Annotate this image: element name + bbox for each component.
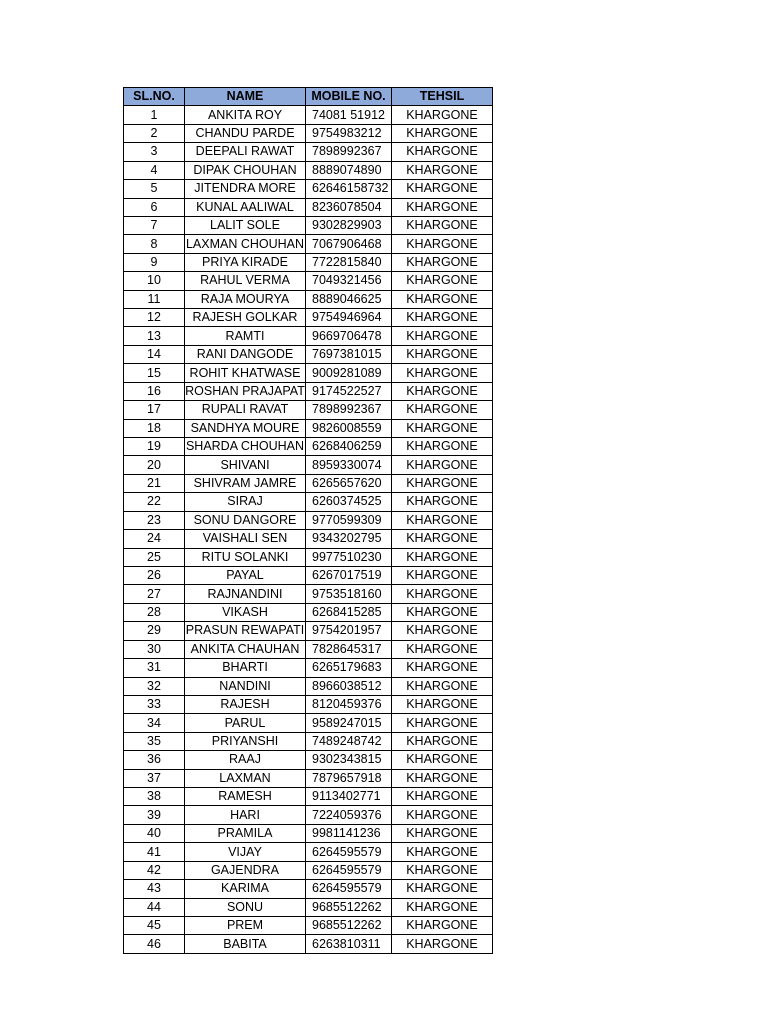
- table-row: [124, 677, 493, 695]
- cell-name: RAJA MOURYA: [185, 290, 306, 308]
- table-row: [124, 861, 493, 879]
- cell-tehsil: KHARGONE: [392, 548, 493, 566]
- table-row: [124, 585, 493, 603]
- cell-mobile-no: 7879657918: [306, 769, 392, 787]
- cell-name: PRIYANSHI: [185, 732, 306, 750]
- cell-mobile-no: 74081 51912: [306, 106, 392, 124]
- table-row: [124, 659, 493, 677]
- table-row: [124, 916, 493, 934]
- cell-name: RAAJ: [185, 751, 306, 769]
- cell-mobile-no: 9981141236: [306, 824, 392, 842]
- cell-mobile-no: 9302343815: [306, 751, 392, 769]
- cell-name: RUPALI RAVAT: [185, 401, 306, 419]
- cell-tehsil: KHARGONE: [392, 714, 493, 732]
- cell-sl-no: 1: [124, 106, 185, 124]
- cell-mobile-no: 9589247015: [306, 714, 392, 732]
- cell-sl-no: 38: [124, 788, 185, 806]
- cell-name: SHIVANI: [185, 456, 306, 474]
- cell-tehsil: KHARGONE: [392, 880, 493, 898]
- cell-tehsil: KHARGONE: [392, 106, 493, 124]
- table-row: [124, 566, 493, 584]
- cell-mobile-no: 7828645317: [306, 640, 392, 658]
- cell-sl-no: 45: [124, 916, 185, 934]
- cell-mobile-no: 6265179683: [306, 659, 392, 677]
- cell-sl-no: 28: [124, 603, 185, 621]
- cell-tehsil: KHARGONE: [392, 235, 493, 253]
- header-sl-no: SL.NO.: [124, 88, 185, 106]
- cell-tehsil: KHARGONE: [392, 419, 493, 437]
- cell-sl-no: 23: [124, 511, 185, 529]
- cell-mobile-no: 9685512262: [306, 916, 392, 934]
- cell-mobile-no: 7697381015: [306, 345, 392, 363]
- cell-name: ANKITA ROY: [185, 106, 306, 124]
- cell-name: SIRAJ: [185, 493, 306, 511]
- cell-sl-no: 12: [124, 309, 185, 327]
- cell-sl-no: 3: [124, 143, 185, 161]
- table-row: [124, 935, 493, 953]
- cell-mobile-no: 8236078504: [306, 198, 392, 216]
- cell-mobile-no: 7898992367: [306, 143, 392, 161]
- cell-name: ROSHAN PRAJAPAT: [185, 382, 306, 400]
- cell-sl-no: 33: [124, 695, 185, 713]
- table-row: [124, 180, 493, 198]
- cell-tehsil: KHARGONE: [392, 622, 493, 640]
- cell-tehsil: KHARGONE: [392, 585, 493, 603]
- cell-sl-no: 42: [124, 861, 185, 879]
- cell-mobile-no: 9770599309: [306, 511, 392, 529]
- cell-sl-no: 32: [124, 677, 185, 695]
- cell-tehsil: KHARGONE: [392, 732, 493, 750]
- cell-sl-no: 25: [124, 548, 185, 566]
- cell-name: PREM: [185, 916, 306, 934]
- cell-name: NANDINI: [185, 677, 306, 695]
- table-row: [124, 309, 493, 327]
- cell-tehsil: KHARGONE: [392, 382, 493, 400]
- cell-sl-no: 29: [124, 622, 185, 640]
- cell-name: ROHIT KHATWASE: [185, 364, 306, 382]
- cell-name: LAXMAN: [185, 769, 306, 787]
- cell-tehsil: KHARGONE: [392, 659, 493, 677]
- cell-sl-no: 30: [124, 640, 185, 658]
- cell-mobile-no: 6267017519: [306, 566, 392, 584]
- cell-mobile-no: 9753518160: [306, 585, 392, 603]
- cell-name: BABITA: [185, 935, 306, 953]
- table-row: [124, 788, 493, 806]
- table-row: [124, 290, 493, 308]
- table-row: [124, 364, 493, 382]
- table-header: [124, 88, 493, 106]
- cell-name: SONU: [185, 898, 306, 916]
- cell-mobile-no: 9754983212: [306, 124, 392, 142]
- cell-tehsil: KHARGONE: [392, 345, 493, 363]
- cell-mobile-no: 6268406259: [306, 438, 392, 456]
- table-row: [124, 898, 493, 916]
- table-row: [124, 216, 493, 234]
- cell-tehsil: KHARGONE: [392, 493, 493, 511]
- cell-sl-no: 14: [124, 345, 185, 363]
- cell-sl-no: 43: [124, 880, 185, 898]
- cell-sl-no: 21: [124, 474, 185, 492]
- table-row: [124, 880, 493, 898]
- table-row: [124, 106, 493, 124]
- cell-tehsil: KHARGONE: [392, 861, 493, 879]
- table-row: [124, 419, 493, 437]
- table-row: [124, 124, 493, 142]
- cell-tehsil: KHARGONE: [392, 401, 493, 419]
- cell-mobile-no: 6260374525: [306, 493, 392, 511]
- cell-name: KARIMA: [185, 880, 306, 898]
- cell-sl-no: 7: [124, 216, 185, 234]
- table-row: [124, 843, 493, 861]
- table-row: [124, 824, 493, 842]
- cell-sl-no: 46: [124, 935, 185, 953]
- table-row: [124, 806, 493, 824]
- header-mobile-no: MOBILE NO.: [306, 88, 392, 106]
- cell-mobile-no: 9685512262: [306, 898, 392, 916]
- cell-sl-no: 2: [124, 124, 185, 142]
- cell-tehsil: KHARGONE: [392, 364, 493, 382]
- cell-mobile-no: 6264595579: [306, 880, 392, 898]
- cell-tehsil: KHARGONE: [392, 124, 493, 142]
- cell-name: RAJESH: [185, 695, 306, 713]
- contact-table: [123, 87, 493, 954]
- cell-mobile-no: 9009281089: [306, 364, 392, 382]
- cell-name: RAMESH: [185, 788, 306, 806]
- table-row: [124, 603, 493, 621]
- cell-sl-no: 6: [124, 198, 185, 216]
- cell-tehsil: KHARGONE: [392, 216, 493, 234]
- cell-mobile-no: 9113402771: [306, 788, 392, 806]
- cell-name: RANI DANGODE: [185, 345, 306, 363]
- table-row: [124, 345, 493, 363]
- cell-sl-no: 19: [124, 438, 185, 456]
- cell-mobile-no: 6268415285: [306, 603, 392, 621]
- cell-name: PRIYA KIRADE: [185, 253, 306, 271]
- cell-tehsil: KHARGONE: [392, 769, 493, 787]
- header-name: NAME: [185, 88, 306, 106]
- cell-sl-no: 36: [124, 751, 185, 769]
- cell-mobile-no: 8120459376: [306, 695, 392, 713]
- cell-name: JITENDRA MORE: [185, 180, 306, 198]
- cell-mobile-no: 9302829903: [306, 216, 392, 234]
- cell-mobile-no: 9754201957: [306, 622, 392, 640]
- cell-tehsil: KHARGONE: [392, 677, 493, 695]
- table-body: [124, 106, 493, 953]
- table-row: [124, 548, 493, 566]
- cell-tehsil: KHARGONE: [392, 806, 493, 824]
- table-row: [124, 456, 493, 474]
- cell-tehsil: KHARGONE: [392, 898, 493, 916]
- cell-name: SANDHYA MOURE: [185, 419, 306, 437]
- cell-sl-no: 9: [124, 253, 185, 271]
- cell-mobile-no: 7067906468: [306, 235, 392, 253]
- cell-name: VAISHALI SEN: [185, 530, 306, 548]
- cell-name: LAXMAN CHOUHAN: [185, 235, 306, 253]
- table-row: [124, 161, 493, 179]
- cell-sl-no: 44: [124, 898, 185, 916]
- cell-tehsil: KHARGONE: [392, 438, 493, 456]
- cell-tehsil: KHARGONE: [392, 456, 493, 474]
- table-row: [124, 732, 493, 750]
- table-row: [124, 640, 493, 658]
- cell-mobile-no: 6264595579: [306, 843, 392, 861]
- cell-mobile-no: 8889074890: [306, 161, 392, 179]
- cell-sl-no: 20: [124, 456, 185, 474]
- cell-mobile-no: 8966038512: [306, 677, 392, 695]
- cell-tehsil: KHARGONE: [392, 788, 493, 806]
- cell-name: RITU SOLANKI: [185, 548, 306, 566]
- cell-name: PRASUN REWAPATI: [185, 622, 306, 640]
- cell-sl-no: 4: [124, 161, 185, 179]
- cell-mobile-no: 7722815840: [306, 253, 392, 271]
- cell-sl-no: 24: [124, 530, 185, 548]
- cell-tehsil: KHARGONE: [392, 309, 493, 327]
- cell-sl-no: 34: [124, 714, 185, 732]
- table-row: [124, 235, 493, 253]
- table-row: [124, 622, 493, 640]
- cell-tehsil: KHARGONE: [392, 327, 493, 345]
- cell-mobile-no: 9343202795: [306, 530, 392, 548]
- cell-name: RAJNANDINI: [185, 585, 306, 603]
- cell-mobile-no: 62646158732: [306, 180, 392, 198]
- cell-sl-no: 8: [124, 235, 185, 253]
- table-row: [124, 695, 493, 713]
- cell-name: PARUL: [185, 714, 306, 732]
- table-row: [124, 751, 493, 769]
- cell-name: DEEPALI RAWAT: [185, 143, 306, 161]
- cell-sl-no: 22: [124, 493, 185, 511]
- table-row: [124, 272, 493, 290]
- cell-tehsil: KHARGONE: [392, 935, 493, 953]
- cell-sl-no: 39: [124, 806, 185, 824]
- cell-sl-no: 37: [124, 769, 185, 787]
- cell-name: RAMTI: [185, 327, 306, 345]
- cell-name: VIKASH: [185, 603, 306, 621]
- cell-name: PRAMILA: [185, 824, 306, 842]
- cell-sl-no: 27: [124, 585, 185, 603]
- cell-name: RAHUL VERMA: [185, 272, 306, 290]
- cell-name: KUNAL AALIWAL: [185, 198, 306, 216]
- cell-name: ANKITA CHAUHAN: [185, 640, 306, 658]
- cell-tehsil: KHARGONE: [392, 253, 493, 271]
- cell-tehsil: KHARGONE: [392, 843, 493, 861]
- cell-sl-no: 11: [124, 290, 185, 308]
- cell-sl-no: 18: [124, 419, 185, 437]
- cell-mobile-no: 7049321456: [306, 272, 392, 290]
- table-row: [124, 401, 493, 419]
- cell-tehsil: KHARGONE: [392, 511, 493, 529]
- table-row: [124, 253, 493, 271]
- cell-sl-no: 17: [124, 401, 185, 419]
- cell-tehsil: KHARGONE: [392, 143, 493, 161]
- cell-mobile-no: 8889046625: [306, 290, 392, 308]
- table-row: [124, 438, 493, 456]
- table-row: [124, 511, 493, 529]
- cell-sl-no: 40: [124, 824, 185, 842]
- table-row: [124, 769, 493, 787]
- cell-sl-no: 13: [124, 327, 185, 345]
- cell-tehsil: KHARGONE: [392, 161, 493, 179]
- cell-mobile-no: 7898992367: [306, 401, 392, 419]
- cell-tehsil: KHARGONE: [392, 180, 493, 198]
- cell-sl-no: 31: [124, 659, 185, 677]
- cell-mobile-no: 6264595579: [306, 861, 392, 879]
- cell-name: CHANDU PARDE: [185, 124, 306, 142]
- cell-name: RAJESH GOLKAR: [185, 309, 306, 327]
- cell-name: DIPAK CHOUHAN: [185, 161, 306, 179]
- cell-tehsil: KHARGONE: [392, 916, 493, 934]
- cell-tehsil: KHARGONE: [392, 603, 493, 621]
- cell-mobile-no: 8959330074: [306, 456, 392, 474]
- table-row: [124, 714, 493, 732]
- header-row: [124, 88, 493, 106]
- cell-mobile-no: 9754946964: [306, 309, 392, 327]
- cell-sl-no: 35: [124, 732, 185, 750]
- cell-sl-no: 15: [124, 364, 185, 382]
- cell-tehsil: KHARGONE: [392, 566, 493, 584]
- cell-mobile-no: 6265657620: [306, 474, 392, 492]
- table-row: [124, 143, 493, 161]
- table-row: [124, 530, 493, 548]
- cell-sl-no: 10: [124, 272, 185, 290]
- cell-tehsil: KHARGONE: [392, 272, 493, 290]
- cell-sl-no: 41: [124, 843, 185, 861]
- cell-sl-no: 16: [124, 382, 185, 400]
- cell-name: SHIVRAM JAMRE: [185, 474, 306, 492]
- cell-tehsil: KHARGONE: [392, 474, 493, 492]
- table-row: [124, 382, 493, 400]
- cell-tehsil: KHARGONE: [392, 290, 493, 308]
- cell-name: HARI: [185, 806, 306, 824]
- cell-tehsil: KHARGONE: [392, 751, 493, 769]
- cell-name: GAJENDRA: [185, 861, 306, 879]
- cell-tehsil: KHARGONE: [392, 198, 493, 216]
- table-row: [124, 198, 493, 216]
- table-row: [124, 327, 493, 345]
- cell-mobile-no: 7489248742: [306, 732, 392, 750]
- cell-tehsil: KHARGONE: [392, 824, 493, 842]
- cell-mobile-no: 9669706478: [306, 327, 392, 345]
- cell-name: SONU DANGORE: [185, 511, 306, 529]
- cell-sl-no: 5: [124, 180, 185, 198]
- cell-name: SHARDA CHOUHAN: [185, 438, 306, 456]
- cell-name: PAYAL: [185, 566, 306, 584]
- cell-mobile-no: 9977510230: [306, 548, 392, 566]
- cell-mobile-no: 9174522527: [306, 382, 392, 400]
- table-row: [124, 493, 493, 511]
- cell-mobile-no: 9826008559: [306, 419, 392, 437]
- table-row: [124, 474, 493, 492]
- cell-tehsil: KHARGONE: [392, 640, 493, 658]
- cell-name: LALIT SOLE: [185, 216, 306, 234]
- cell-name: BHARTI: [185, 659, 306, 677]
- cell-tehsil: KHARGONE: [392, 530, 493, 548]
- cell-name: VIJAY: [185, 843, 306, 861]
- cell-tehsil: KHARGONE: [392, 695, 493, 713]
- cell-sl-no: 26: [124, 566, 185, 584]
- cell-mobile-no: 7224059376: [306, 806, 392, 824]
- header-tehsil: TEHSIL: [392, 88, 493, 106]
- cell-mobile-no: 6263810311: [306, 935, 392, 953]
